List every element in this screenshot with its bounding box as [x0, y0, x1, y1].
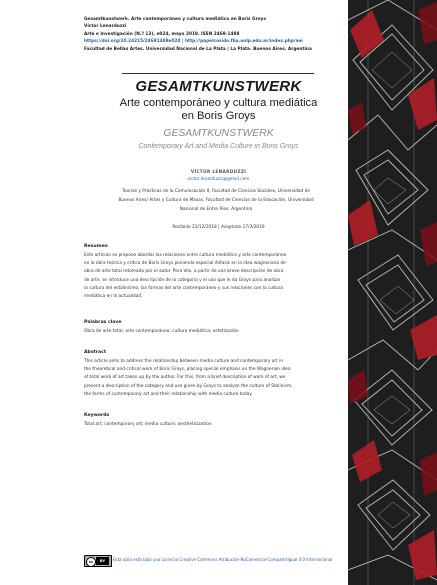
license-footer — [84, 555, 344, 569]
resumen-line: de arte, se introduce una descripción de la categoría y el uso que le da Groys para analizar — [84, 277, 281, 283]
affiliation-line: Nacional de Entre Ríos. Argentina — [179, 207, 253, 212]
cc-symbol-icon: cc — [86, 557, 96, 567]
header-title-line: Gesamtkunstwerk. Arte contemporáneo y cultura mediática en Boris Groys — [84, 17, 266, 22]
keywords-heading: Keywords — [84, 413, 110, 418]
cc-by-label: BY — [96, 557, 109, 566]
header-divider — [122, 73, 314, 74]
header-doi-link[interactable]: https://doi.org/10.24215/24691488e024 | http://papelcosido.fba.unlp.edu.ar/index.php/aei — [84, 39, 303, 44]
author-name: VÍCTOR LENARDUZZI — [190, 170, 247, 175]
resumen-line: la cultura del estalinismo, las formas del arte contemporáneo y sus relaciones con la cultura — [84, 285, 284, 291]
palabras-clave-text: Obra de arte total; arte contemporáneo; cultura mediática; estetización — [84, 329, 239, 334]
abstract-line: of total work of art taken up by the author. For this, from a brief description of work of art, we — [84, 375, 286, 381]
affiliation-line: Teorías y Prácticas de la Comunicación II, Facultad de Ciencias Sociales, Universidad de — [121, 189, 311, 194]
abstract-heading: Abstract — [84, 350, 107, 355]
resumen-line: mediática en la actualidad. — [84, 294, 143, 300]
article-subtitle-line-1: Arte contemporáneo y cultura mediática — [119, 97, 318, 109]
header-journal-line: Arte e Investigación (N.º 13), e024, mayo 2019. ISSN 2469-1488 — [84, 32, 240, 37]
abstract-body — [84, 358, 342, 399]
decorative-artwork — [348, 0, 437, 585]
abstract-line: the theoretical and critical work of Boris Groys, placing special emphasis on the Wagnerian idea — [84, 367, 291, 373]
article-subtitle-line-2: en Boris Groys — [181, 110, 256, 122]
geometric-artwork-image — [348, 0, 437, 585]
author-affiliation — [90, 187, 342, 214]
received-accepted-dates: Recibido 23/12/2018 | Aceptado 17/3/2019 — [172, 225, 265, 230]
header-institution-line: Facultad de Bellas Artes. Universidad Nacional de La Plata | La Plata. Buenos Aires. Argentina — [84, 47, 312, 52]
resumen-body — [84, 252, 342, 301]
license-link[interactable]: Esta obra está bajo una Licencia Creative Commons Atribución-NoComercial-CompartirIgual 4.0 Internacional — [113, 557, 333, 562]
article-title: GESAMTKUNSTWERK — [135, 78, 302, 95]
creative-commons-badge-icon[interactable] — [84, 555, 112, 567]
resumen-line: Este artículo se propone abordar las relaciones entre cultura mediática y arte contemporáneo — [84, 253, 287, 258]
abstract-line: present a description of the category and use given by Groys to analyze the culture of Stalinism, — [84, 383, 293, 389]
affiliation-line: Buenos Aires/ Artes y Cultura de Masas, Facultad de Ciencias de la Educación, Universidad — [118, 198, 314, 203]
header-author-line: Víctor Lenarduzzi — [84, 24, 127, 29]
resumen-heading: Resumen — [84, 244, 108, 249]
abstract-line: This article aims to address the relationship between media culture and contemporary art in — [84, 359, 284, 364]
resumen-line: obra de arte total retomada por el autor. Para ello, a partir de una breve descripción de obra — [84, 269, 284, 275]
resumen-line: en la obra teórica y crítica de Boris Groys poniendo especial énfasis en la idea wagneriana de — [84, 261, 286, 267]
palabras-clave-heading: Palabras clave — [84, 320, 122, 325]
author-email-link[interactable]: victor.lenarduzzi@gmail.com — [187, 177, 250, 182]
article-title-english: GESAMTKUNSTWERK — [163, 128, 274, 139]
article-subtitle-english: Contemporary Art and Media Culture in Boris Groys — [138, 143, 299, 150]
keywords-text: Total art; contemporary art; media culture; aestheticization — [84, 422, 212, 427]
abstract-line: the forms of contemporary art and their relationship with media culture today. — [84, 391, 253, 397]
